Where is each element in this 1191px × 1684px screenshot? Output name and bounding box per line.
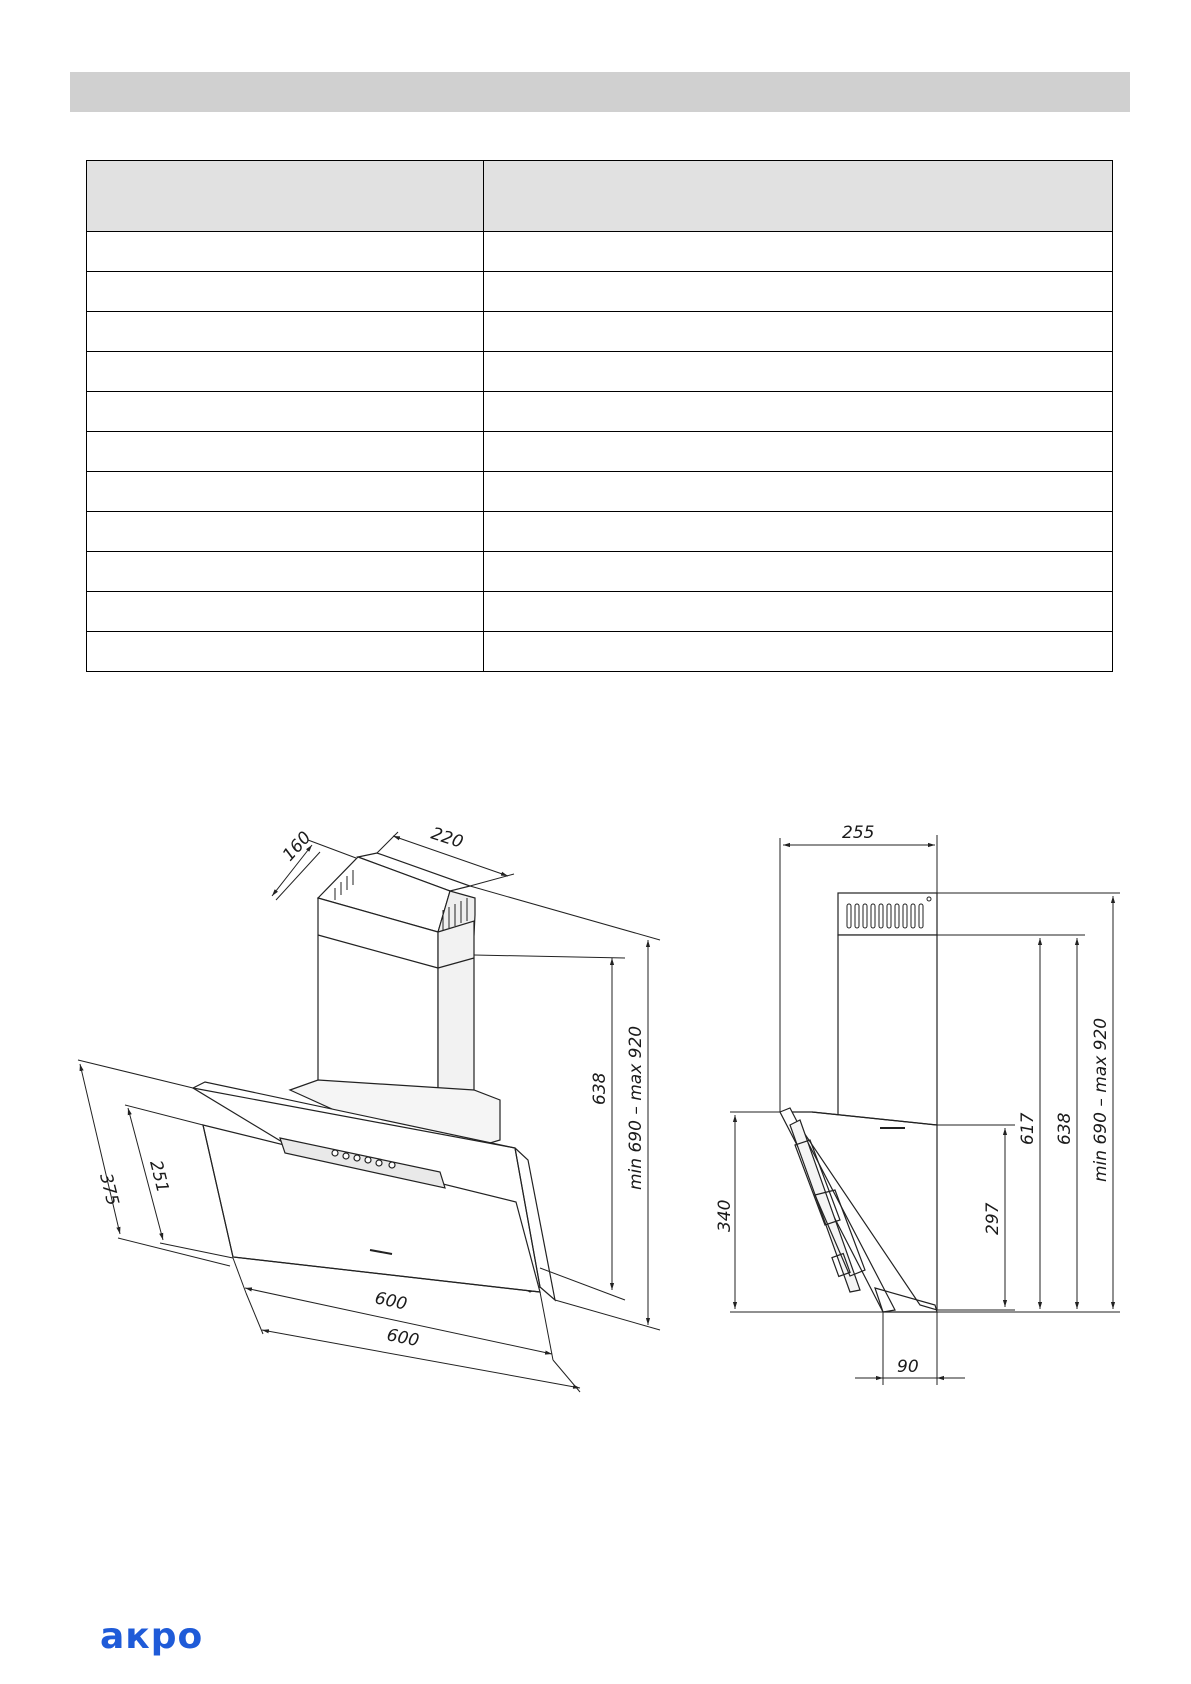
dim-duct-depth: 160 <box>278 827 316 866</box>
dim-inner-height: 617 <box>1018 1112 1038 1145</box>
brand-logo: акро <box>100 1616 204 1657</box>
dim-side-total-height-range: min 690 – max 920 <box>1091 1017 1111 1182</box>
front-view-drawing <box>193 853 555 1300</box>
dim-chimney-height: 638 <box>590 1072 610 1105</box>
dim-total-height-range: min 690 – max 920 <box>626 1025 646 1190</box>
dim-body-height: 340 <box>715 1199 735 1232</box>
dim-hood-depth: 375 <box>95 1171 123 1208</box>
dim-side-chimney-height: 638 <box>1055 1112 1075 1145</box>
dim-hood-width: 600 <box>385 1325 421 1352</box>
dim-panel-width: 600 <box>372 1288 409 1315</box>
dim-bottom-offset: 90 <box>897 1357 919 1377</box>
dim-panel-height: 297 <box>983 1202 1003 1235</box>
dim-panel-depth: 251 <box>145 1158 173 1195</box>
dim-top-depth: 255 <box>842 823 875 843</box>
side-view-drawing <box>780 893 937 1312</box>
dim-duct-width: 220 <box>428 823 466 853</box>
